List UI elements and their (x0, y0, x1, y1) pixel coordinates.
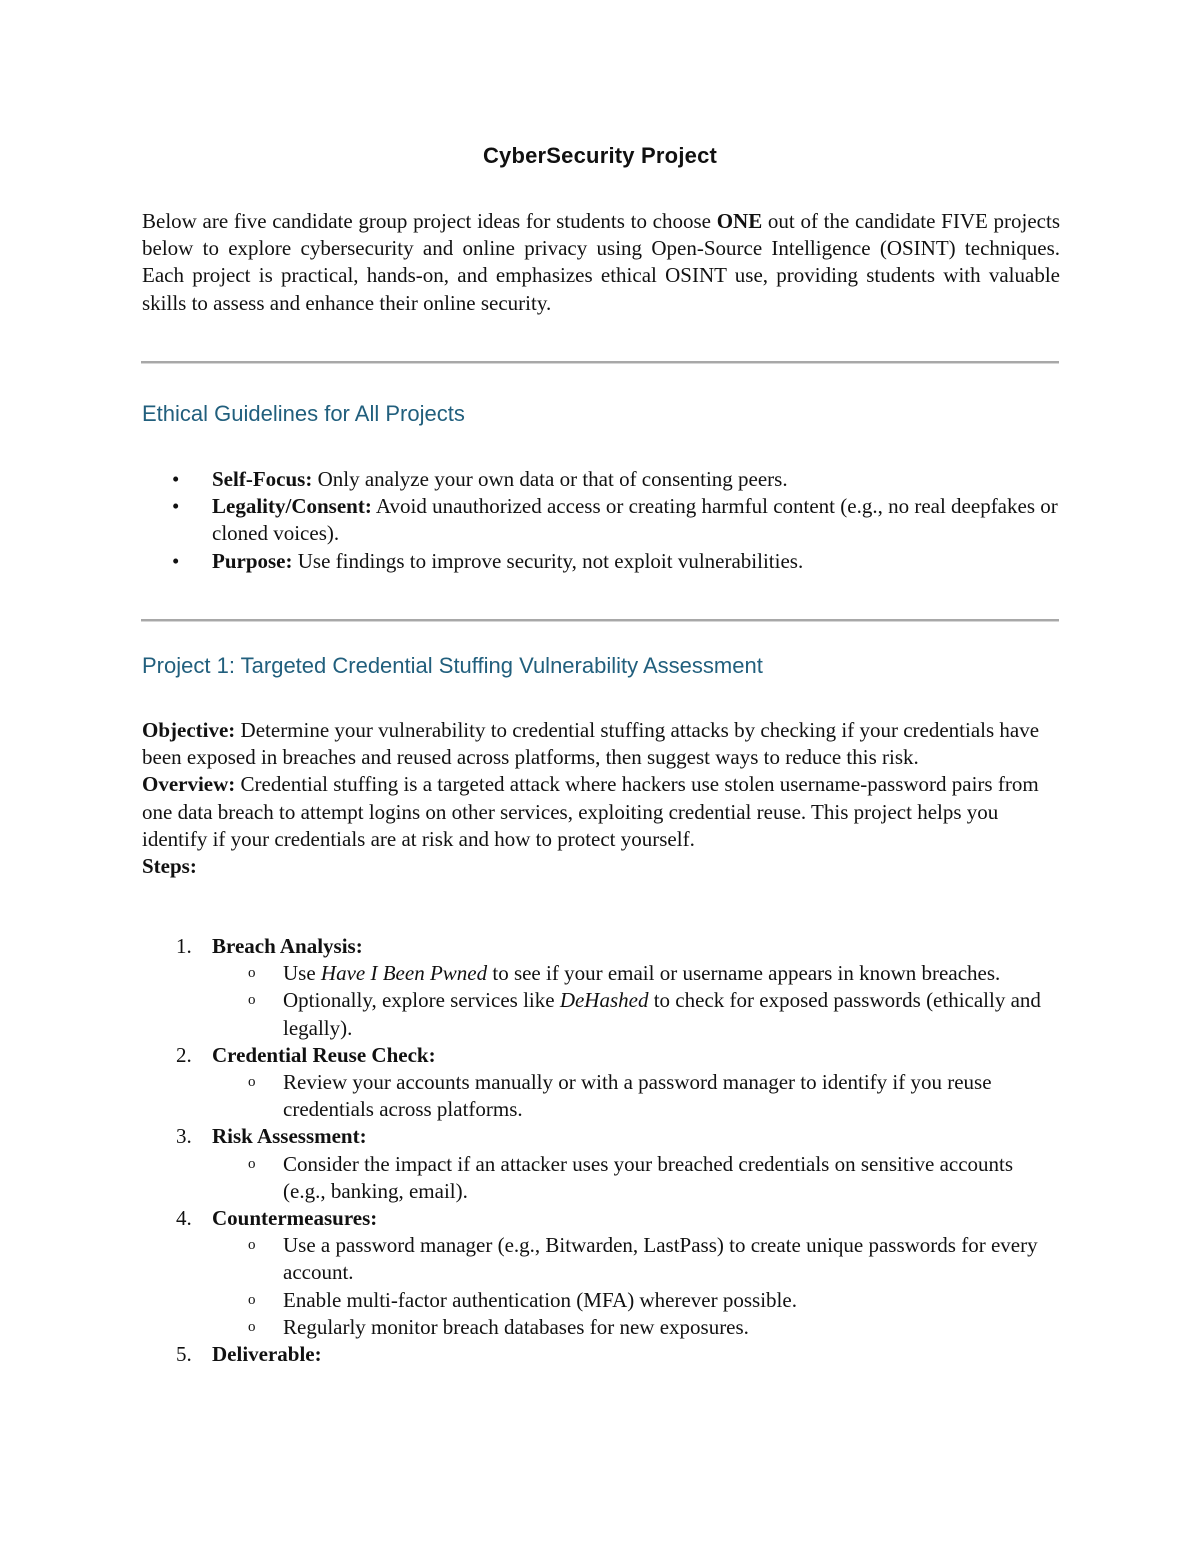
sub-item-text: Regularly monitor breach databases for new exposures. (283, 1314, 749, 1339)
guideline-text: Only analyze your own data or that of consenting peers. (312, 467, 788, 491)
circle-bullet-icon: o (248, 1291, 256, 1308)
sub-item-text: Use a password manager (e.g., Bitwarden, LastPass) to create unique passwords for every account. (283, 1233, 1038, 1285)
step-item (142, 933, 1060, 1042)
horizontal-rule (141, 361, 1059, 364)
sub-item (212, 1314, 1060, 1341)
step-label: Deliverable: (212, 1342, 322, 1367)
guideline-label: Self-Focus: (212, 467, 313, 491)
steps-label: Steps: (142, 854, 197, 879)
sub-item-text: Consider the impact if an attacker uses your breached credentials on sensitive accounts (e.g., banking, email). (283, 1151, 1014, 1203)
step-sublist (212, 960, 1060, 1042)
circle-bullet-icon: o (248, 1318, 256, 1335)
intro-paragraph (142, 208, 1060, 317)
overview-text: Credential stuffing is a targeted attack where hackers use stolen username-password pairs from one data breach to attempt logins on other services, exploiting credential reuse. This project helps you identify if your credentials are at risk and how to protect yourself. (142, 772, 1039, 851)
objective-text: Determine your vulnerability to credential stuffing attacks by checking if your credentials have been exposed in breaches and reused across platforms, then suggest ways to reduce this risk. (142, 718, 1040, 770)
step-number: 3. (176, 1124, 192, 1149)
circle-bullet-icon: o (248, 992, 256, 1009)
guideline-text: Use findings to improve security, not exploit vulnerabilities. (292, 548, 804, 573)
step-sublist (212, 1069, 1060, 1123)
step-number: 1. (176, 934, 192, 958)
guideline-label: Purpose: (212, 548, 293, 573)
guideline-label: Legality/Consent: (212, 494, 372, 519)
step-sublist (212, 1151, 1060, 1205)
circle-bullet-icon: o (248, 1074, 256, 1091)
step-sublist (212, 1232, 1060, 1341)
sub-item-text: to check for exposed passwords (ethically and legally). (283, 988, 1041, 1040)
intro-text-1: Below are five candidate group project ideas for students to choose (142, 209, 717, 233)
guideline-text: Avoid unauthorized access or creating harmful content (e.g., no real deepfakes or cloned voices). (212, 494, 1058, 546)
circle-bullet-icon: o (248, 965, 256, 982)
sub-item-text: to see if your email or username appears in known breaches. (487, 961, 1001, 986)
sub-item (212, 1287, 1060, 1314)
steps-label-line (142, 853, 1060, 880)
project-1-heading: Project 1: Targeted Credential Stuffing Vulnerability Assessment (142, 653, 763, 678)
overview-label: Overview: (142, 772, 236, 797)
circle-bullet-icon: o (248, 1155, 256, 1172)
step-number: 4. (176, 1206, 192, 1231)
step-label: Credential Reuse Check: (212, 1042, 436, 1067)
step-number: 2. (176, 1042, 192, 1067)
step-item (142, 1341, 1060, 1368)
intro-emphasis: ONE (716, 209, 763, 233)
circle-bullet-icon: o (248, 1237, 256, 1254)
document-title: CyberSecurity Project (482, 143, 718, 168)
step-item (142, 1042, 1060, 1124)
step-label: Breach Analysis: (212, 934, 363, 958)
step-label: Risk Assessment: (212, 1124, 367, 1149)
bullet-icon: • (172, 494, 180, 519)
step-number: 5. (176, 1342, 192, 1367)
bullet-icon: • (172, 467, 180, 491)
guideline-item (142, 548, 1060, 575)
step-label: Countermeasures: (212, 1206, 378, 1231)
guidelines-heading: Ethical Guidelines for All Projects (142, 401, 465, 426)
project-1-body (142, 717, 1060, 880)
sub-item (212, 1069, 1060, 1123)
sub-item-text: Optionally, explore services like (283, 988, 560, 1013)
intro-text-2: out of the candidate FIVE projects below to explore cybersecurity and online privacy using Open-Source Intelligence (OSINT) techniques. Each project is practical, hands-on, and emphasizes ethical OSINT use, providing students with valuable skills to assess and enhance their online security. (142, 209, 1061, 315)
objective-label: Objective: (142, 718, 236, 742)
tool-name: Have I Been Pwned (320, 961, 488, 986)
sub-item (212, 987, 1060, 1041)
sub-item (212, 1151, 1060, 1205)
bullet-icon: • (172, 548, 180, 573)
guideline-item (142, 466, 1060, 493)
overview-paragraph (142, 771, 1060, 853)
step-item (142, 1205, 1060, 1341)
steps-list (142, 933, 1060, 1368)
tool-name: DeHashed (559, 988, 649, 1013)
objective-paragraph (142, 717, 1060, 771)
sub-item-text: Review your accounts manually or with a password manager to identify if you reuse credentials across platforms. (283, 1070, 992, 1122)
sub-item (212, 1232, 1060, 1286)
sub-item-text: Enable multi-factor authentication (MFA) wherever possible. (283, 1287, 797, 1312)
guideline-item (142, 493, 1060, 547)
step-item (142, 1123, 1060, 1205)
horizontal-rule (141, 619, 1059, 622)
guidelines-list (142, 466, 1060, 575)
sub-item (212, 960, 1060, 987)
sub-item-text: Use (283, 961, 321, 986)
